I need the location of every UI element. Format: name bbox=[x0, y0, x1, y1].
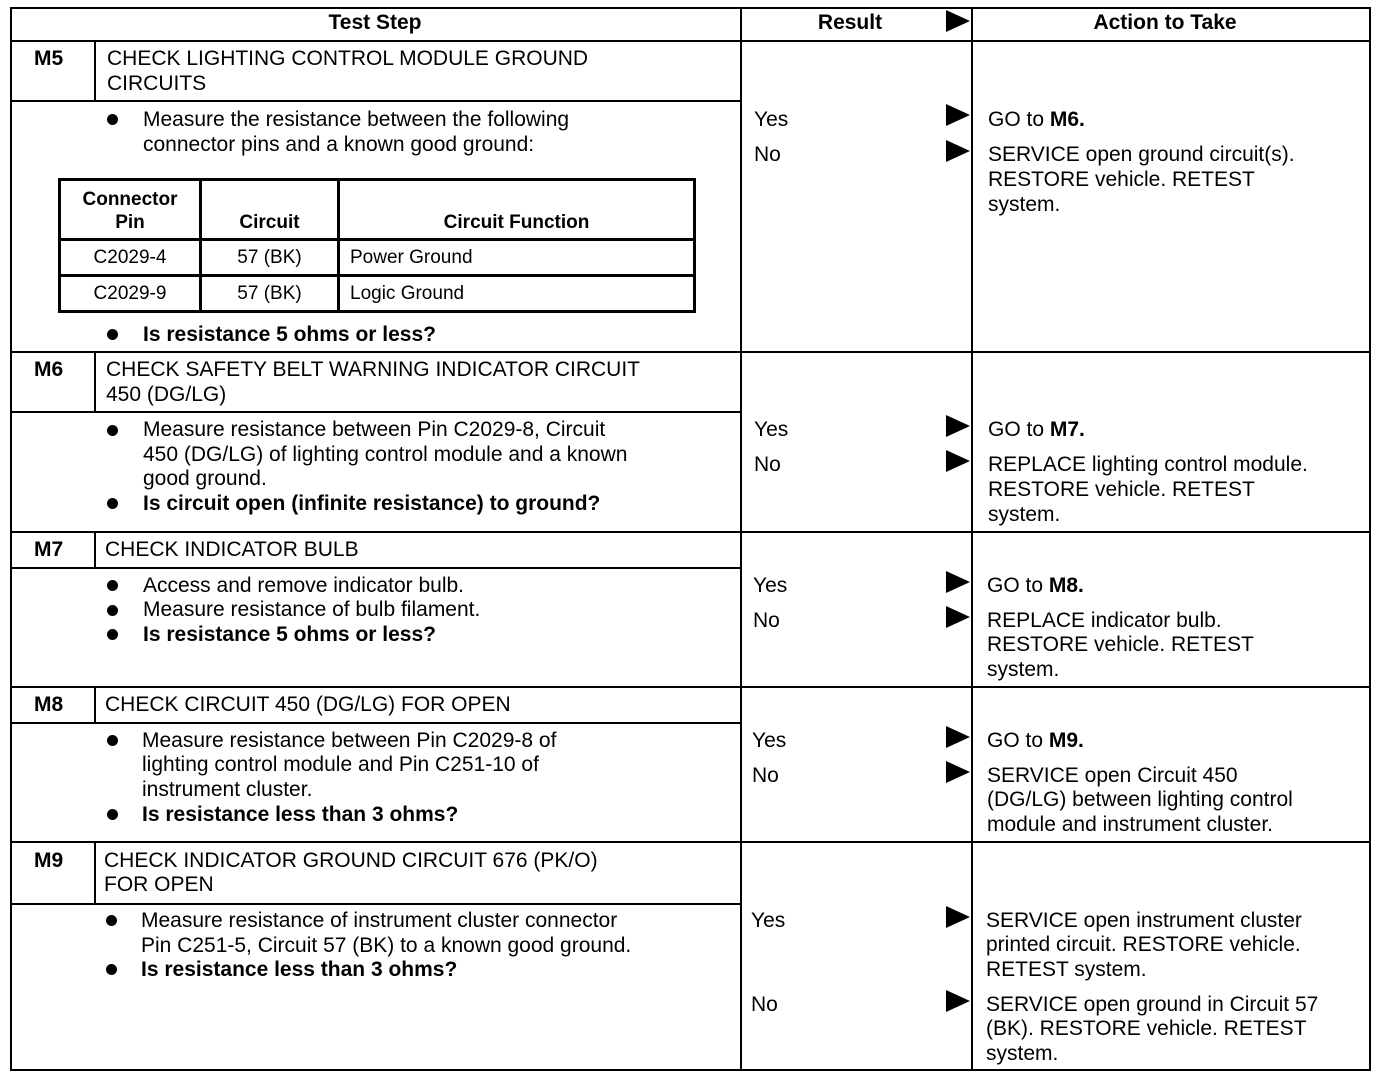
action-no: REPLACE indicator bulb. bbox=[987, 609, 1222, 632]
title-divider bbox=[10, 722, 740, 724]
question-text: Is resistance less than 3 ohms? bbox=[142, 803, 459, 826]
column-divider bbox=[740, 7, 742, 1071]
step-title: CHECK SAFETY BELT WARNING INDICATOR CIRCUIT bbox=[106, 358, 641, 381]
action-yes bbox=[988, 108, 1085, 133]
id-divider bbox=[94, 42, 96, 101]
action-no: SERVICE open Circuit 450 bbox=[987, 764, 1238, 787]
result-yes: Yes bbox=[754, 108, 789, 131]
instruction-text: 450 (DG/LG) of lighting control module and a known bbox=[143, 443, 628, 466]
header-test-step: Test Step bbox=[328, 11, 422, 34]
bullet-icon bbox=[107, 425, 118, 436]
id-divider bbox=[94, 533, 96, 568]
column-header-line: Connector bbox=[82, 189, 178, 210]
instruction-text: Measure the resistance between the following bbox=[143, 108, 570, 131]
result-arrow-icon bbox=[946, 726, 970, 748]
action-no: RESTORE vehicle. RETEST bbox=[988, 168, 1255, 191]
column-header-line: Pin bbox=[115, 212, 145, 233]
column-header: Circuit bbox=[201, 180, 339, 240]
header-divider bbox=[10, 40, 1371, 42]
action-text: GO to bbox=[987, 729, 1049, 752]
step-title: 450 (DG/LG) bbox=[106, 383, 227, 406]
step-id: M6 bbox=[34, 358, 64, 381]
step-title: CHECK LIGHTING CONTROL MODULE GROUND bbox=[107, 47, 589, 70]
action-no: system. bbox=[988, 193, 1061, 216]
action-no: (BK). RESTORE vehicle. RETEST bbox=[986, 1017, 1307, 1040]
column-divider bbox=[971, 7, 973, 1071]
result-yes: Yes bbox=[754, 418, 789, 441]
step-title: CHECK INDICATOR BULB bbox=[105, 538, 359, 561]
result-arrow-icon bbox=[946, 606, 970, 628]
bullet-icon bbox=[107, 809, 118, 820]
action-yes bbox=[988, 418, 1085, 443]
action-text: GO to bbox=[988, 418, 1050, 441]
question-text: Is circuit open (infinite resistance) to ground? bbox=[143, 492, 601, 515]
action-no: (DG/LG) between lighting control bbox=[987, 788, 1293, 811]
instruction-text: Access and remove indicator bulb. bbox=[143, 574, 464, 597]
bullet-icon bbox=[107, 498, 118, 509]
bullet-icon bbox=[107, 114, 118, 125]
instruction-text: Measure resistance between Pin C2029-8 of bbox=[142, 729, 557, 752]
result-arrow-icon bbox=[946, 415, 970, 437]
instruction-text: instrument cluster. bbox=[142, 778, 313, 801]
table-row bbox=[60, 276, 695, 312]
instruction-text: lighting control module and Pin C251-10 of bbox=[142, 753, 539, 776]
table-cell: C2029-9 bbox=[60, 276, 201, 312]
bullet-icon bbox=[107, 329, 118, 340]
step-reference: M9. bbox=[1048, 729, 1084, 752]
table-cell: Power Ground bbox=[339, 240, 695, 276]
action-yes bbox=[987, 574, 1084, 599]
title-divider bbox=[10, 903, 740, 905]
bullet-icon bbox=[107, 605, 118, 616]
result-arrow-icon bbox=[946, 450, 970, 472]
table-row bbox=[60, 240, 695, 276]
step-divider bbox=[10, 351, 1371, 353]
table-cell: 57 (BK) bbox=[201, 276, 339, 312]
action-yes: SERVICE open instrument cluster bbox=[986, 909, 1302, 932]
title-divider bbox=[10, 100, 740, 102]
result-arrow-icon bbox=[946, 571, 970, 593]
id-divider bbox=[94, 688, 96, 723]
result-arrow-icon bbox=[946, 906, 970, 928]
table-cell: C2029-4 bbox=[60, 240, 201, 276]
step-reference: M8. bbox=[1048, 574, 1084, 597]
step-id: M7 bbox=[34, 538, 64, 561]
action-no: RESTORE vehicle. RETEST bbox=[988, 478, 1255, 501]
action-no: module and instrument cluster. bbox=[987, 813, 1273, 836]
action-no: REPLACE lighting control module. bbox=[988, 453, 1308, 476]
bullet-icon bbox=[107, 580, 118, 591]
table-cell: 57 (BK) bbox=[201, 240, 339, 276]
question-text: Is resistance 5 ohms or less? bbox=[143, 323, 436, 346]
bullet-icon bbox=[107, 735, 118, 746]
result-no: No bbox=[754, 143, 781, 166]
title-divider bbox=[10, 411, 740, 413]
question-text: Is resistance 5 ohms or less? bbox=[143, 623, 436, 646]
result-arrow-icon bbox=[946, 990, 970, 1012]
result-no: No bbox=[752, 764, 779, 787]
bullet-icon bbox=[106, 915, 117, 926]
step-title: CHECK INDICATOR GROUND CIRCUIT 676 (PK/O) bbox=[104, 849, 598, 872]
instruction-text: Pin C251-5, Circuit 57 (BK) to a known good ground. bbox=[141, 934, 632, 957]
result-yes: Yes bbox=[753, 574, 788, 597]
action-text: GO to bbox=[987, 574, 1049, 597]
instruction-text: connector pins and a known good ground: bbox=[143, 133, 535, 156]
step-title: CIRCUITS bbox=[107, 72, 207, 95]
result-yes: Yes bbox=[752, 729, 787, 752]
column-header bbox=[60, 180, 201, 240]
result-yes: Yes bbox=[751, 909, 786, 932]
result-arrow-icon bbox=[946, 140, 970, 162]
step-title: CHECK CIRCUIT 450 (DG/LG) FOR OPEN bbox=[105, 693, 511, 716]
step-divider bbox=[10, 841, 1371, 843]
id-divider bbox=[94, 843, 96, 904]
column-header: Circuit Function bbox=[339, 180, 695, 240]
action-no: system. bbox=[988, 503, 1061, 526]
action-text: GO to bbox=[988, 108, 1050, 131]
result-no: No bbox=[751, 993, 778, 1016]
step-reference: M7. bbox=[1049, 418, 1085, 441]
header-arrow-icon bbox=[946, 10, 970, 32]
connector-pin-table bbox=[58, 178, 696, 313]
action-yes bbox=[987, 729, 1084, 754]
action-yes: RETEST system. bbox=[986, 958, 1147, 981]
instruction-text: Measure resistance of instrument cluster connector bbox=[141, 909, 618, 932]
step-title: FOR OPEN bbox=[104, 873, 214, 896]
action-no: RESTORE vehicle. RETEST bbox=[987, 633, 1254, 656]
result-arrow-icon bbox=[946, 104, 970, 126]
question-text: Is resistance less than 3 ohms? bbox=[141, 958, 458, 981]
action-yes: printed circuit. RESTORE vehicle. bbox=[986, 933, 1301, 956]
result-arrow-icon bbox=[946, 761, 970, 783]
instruction-text: Measure resistance between Pin C2029-8, Circuit bbox=[143, 418, 606, 441]
step-id: M9 bbox=[34, 849, 64, 872]
step-id: M5 bbox=[34, 47, 64, 70]
step-id: M8 bbox=[34, 693, 64, 716]
header-action: Action to Take bbox=[1093, 11, 1237, 34]
step-reference: M6. bbox=[1049, 108, 1085, 131]
bullet-icon bbox=[106, 964, 117, 975]
action-no: SERVICE open ground circuit(s). bbox=[988, 143, 1295, 166]
title-divider bbox=[10, 567, 740, 569]
table-cell: Logic Ground bbox=[339, 276, 695, 312]
step-divider bbox=[10, 531, 1371, 533]
step-divider bbox=[10, 686, 1371, 688]
action-no: system. bbox=[986, 1042, 1059, 1065]
result-no: No bbox=[753, 609, 780, 632]
action-no: system. bbox=[987, 658, 1060, 681]
bullet-icon bbox=[107, 629, 118, 640]
instruction-text: Measure resistance of bulb filament. bbox=[143, 598, 481, 621]
result-no: No bbox=[754, 453, 781, 476]
instruction-text: good ground. bbox=[143, 467, 267, 490]
header-result: Result bbox=[817, 11, 883, 34]
action-no: SERVICE open ground in Circuit 57 bbox=[986, 993, 1319, 1016]
id-divider bbox=[94, 353, 96, 412]
